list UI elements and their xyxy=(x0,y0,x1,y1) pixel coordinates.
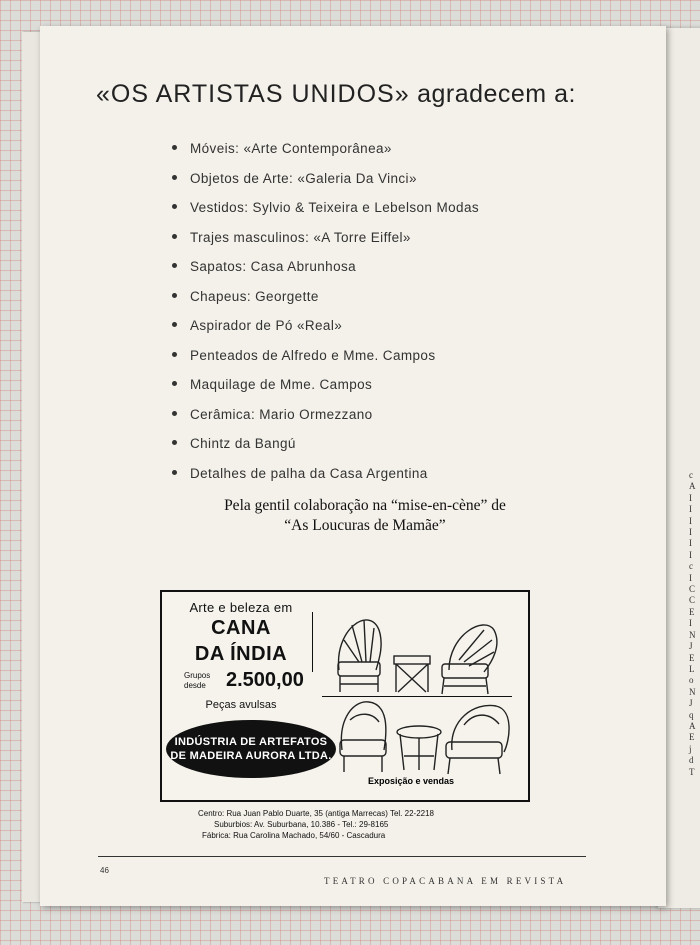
list-item: Móveis: «Arte Contemporânea» xyxy=(170,140,479,170)
list-item: Detalhes de palha da Casa Argentina xyxy=(170,465,479,495)
credits-list xyxy=(170,140,479,494)
list-item: Vestidos: Sylvio & Teixeira e Lebelson Modas xyxy=(170,199,479,229)
cane-furniture-illustration xyxy=(324,600,519,780)
bullet-icon xyxy=(172,263,177,268)
ad-divider-vertical xyxy=(312,612,313,672)
heading-open-quote: « xyxy=(96,80,111,108)
footer-rule xyxy=(98,856,586,857)
ad-address-fabrica: Fábrica: Rua Carolina Machado, 54/60 - Cascadura xyxy=(202,831,386,840)
heading-title: OS ARTISTAS UNIDOS xyxy=(110,80,395,108)
ad-title-line-1: CANA xyxy=(211,617,271,639)
ad-price-row xyxy=(170,669,312,697)
bullet-icon xyxy=(172,381,177,386)
next-page-margin-text: c A I I I I I I c I C C E I N J E L o N J q A E j d T xyxy=(689,470,696,777)
ad-price: 2.500,00 xyxy=(226,669,304,691)
ad-addresses xyxy=(198,808,434,841)
bullet-icon xyxy=(172,145,177,150)
armchair-icon xyxy=(446,705,509,774)
bullet-icon xyxy=(172,440,177,445)
armchair-icon xyxy=(338,620,381,692)
bullet-icon xyxy=(172,175,177,180)
bullet-icon xyxy=(172,204,177,209)
company-name-line-2: DE MADEIRA AURORA LTDA. xyxy=(170,750,332,762)
list-item: Cerâmica: Mario Ormezzano xyxy=(170,406,479,436)
ad-price-label: Grupos desde xyxy=(184,671,211,690)
company-name-line-1: INDÚSTRIA DE ARTEFATOS xyxy=(174,736,328,748)
side-table-icon xyxy=(397,726,441,770)
bullet-icon xyxy=(172,470,177,475)
collaboration-note xyxy=(170,496,560,536)
advertisement xyxy=(160,590,530,802)
list-item: Objetos de Arte: «Galeria Da Vinci» xyxy=(170,170,479,200)
stool-icon xyxy=(394,656,430,692)
list-item: Aspirador de Pó «Real» xyxy=(170,317,479,347)
list-item: Chintz da Bangú xyxy=(170,435,479,465)
bullet-icon xyxy=(172,411,177,416)
collaboration-line-2: “As Loucuras de Mamãe” xyxy=(284,517,446,534)
page-heading xyxy=(96,80,576,109)
ad-pieces: Peças avulsas xyxy=(205,699,277,711)
bullet-icon xyxy=(172,322,177,327)
heading-close-quote: » xyxy=(394,80,410,108)
bullet-icon xyxy=(172,352,177,357)
list-item: Sapatos: Casa Abrunhosa xyxy=(170,258,479,288)
publication-title: TEATRO COPACABANA EM REVISTA xyxy=(324,876,567,886)
bullet-icon xyxy=(172,234,177,239)
ad-tagline: Arte e beleza em xyxy=(189,600,293,615)
list-item: Maquilage de Mme. Campos xyxy=(170,376,479,406)
page-number: 46 xyxy=(100,866,109,875)
heading-rest: agradecem a: xyxy=(417,80,576,108)
ad-exhibition: Exposição e vendas xyxy=(368,776,455,786)
collaboration-line-1: Pela gentil colaboração na “mise-en-cène” de xyxy=(224,497,506,514)
list-item: Trajes masculinos: «A Torre Eiffel» xyxy=(170,229,479,259)
ad-address-centro: Centro: Rua Juan Pablo Duarte, 35 (antiga Marrecas) Tel. 22-2218 xyxy=(198,809,434,818)
list-item: Penteados de Alfredo e Mme. Campos xyxy=(170,347,479,377)
ad-address-suburbios: Suburbios: Av. Suburbana, 10.386 - Tel.: 29-8165 xyxy=(214,820,389,829)
company-logo xyxy=(166,720,336,778)
armchair-icon xyxy=(340,702,386,772)
armchair-icon xyxy=(442,625,497,694)
ad-text-block xyxy=(170,600,312,711)
bullet-icon xyxy=(172,293,177,298)
list-item: Chapeus: Georgette xyxy=(170,288,479,318)
ad-title-line-2: DA ÍNDIA xyxy=(194,643,288,665)
